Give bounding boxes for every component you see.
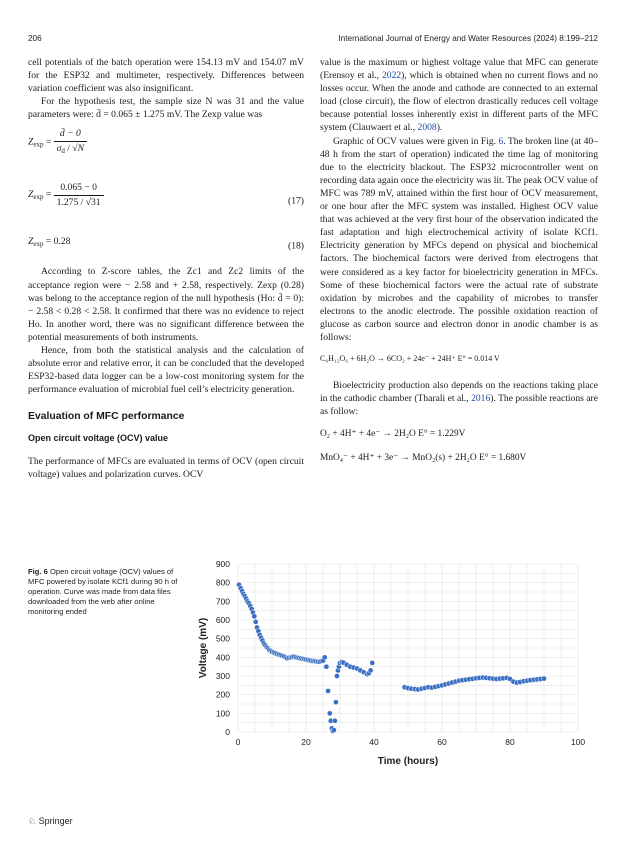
reaction-permanganate-reduction: MnO₄⁻ + 4H⁺ + 3e⁻ → MnO₂(s) + 2H₂O E° = 1.680V [320,452,527,463]
y-tick-label: 100 [215,708,230,719]
data-point [327,711,332,716]
x-axis-label: Time (hours) [377,756,439,767]
x-tick-label: 0 [235,737,241,747]
right-para-3: Bioelectricity production also depends on the reactions taking place in the cathodic chamber (Tharali et al., 2016). The possible reactions are as follow: [320,380,598,418]
data-point [333,700,338,705]
data-point [322,655,327,660]
y-tick-label: 800 [215,577,230,588]
x-tick-label: 100 [570,737,586,747]
right-para-1: value is the maximum or highest voltage value that MFC can generate (Erensoy et al., 2022), which is obtained when no current flows and no losses occur. When the anode and cathode are connected to an external load (close circuit), the flow of electron drastically reduces cell voltage because potential losses inherently exist in different parts of the MFC system (Clauwaert et al., 2008). [320,57,598,134]
equation-18: $Z_{exp} = 0.28$ (18) [28,236,304,252]
data-point [541,676,546,681]
data-point [334,673,339,678]
data-point [324,664,329,669]
figure-label: Fig. 6 [28,567,48,576]
y-tick-label: 900 [215,559,230,569]
journal-running-head: International Journal of Energy and Water Resources (2024) 8:199–212 [338,34,598,43]
publisher-name: Springer [38,816,73,826]
page-number: 206 [28,34,42,43]
right-para-2: Graphic of OCV values were given in Fig. 6. The broken line (at 40–48 h from the start of operation) indicated the time lag of monitoring due to the electricity blackout. The ESP32 microcontroller went on recording data again once the electricity was lit. The peak OCV value of MFC was 789 mV, attained within the first hour of OCV measurement, or one hour after the MFC system was installed. Highest OCV value that was achieved at the very first hour of the observation indicated the fast adaptation and high electrochemical activity of isolate KCf1. Electricity generation by MFCs depend on physical and biochemical factors. The biochemical factors were derived from electrogens that were considered as a key factor for bioelectricity generation in MFCs. Some of these biochemical factors were the actual rate of substrate oxidation by microbes and the capability of microbes to transfer electrons to the anodic electrode. The possible oxidation reaction of glucose as carbon source and electron donor in anodic chamber is as follows: [320,135,598,343]
data-point [253,619,258,624]
citation-link[interactable]: 2016 [471,393,491,405]
x-tick-label: 40 [369,737,379,747]
y-tick-label: 600 [215,615,230,625]
reaction-oxygen-reduction: O₂ + 4H⁺ + 4e⁻ → 2H₂O E° = 1.229V [320,429,466,440]
data-point [252,614,257,619]
right-column [320,56,598,475]
figure-caption [28,567,178,617]
left-para-5: The performance of MFCs are evaluated in terms of OCV (open circuit voltage) values and polarization curves. OCV [28,455,304,480]
data-point [370,660,375,665]
equation-number-18: (18) [288,240,304,252]
x-tick-label: 60 [437,737,447,747]
figure-caption-text: Open circuit voltage (OCV) values of MFC powered by isolate KCf1 during 90 h of operation. Curve was made from data files downloaded from the web after online monitoring ended [28,567,178,616]
left-para-3: According to Z-score tables, the Zc1 and Zc2 limits of the acceptance region were − 2.58 and + 2.58, respectively. Zexp (0.28) was belong to the acceptance region of the null hypothesis (Ho: d̄ = 0): − 2.58 < 0.28 < 2.58. It confirmed that there was no evidence to reject Ho. In another word, there was no significant difference between the potential measurements of both instruments. [28,266,304,343]
equation-z-exp-general: $Z_{exp}$ = $\frac{d̄ - 0}{\sigma_d / √N}$ [28,127,304,171]
data-point [331,728,336,733]
x-tick-label: 80 [505,737,515,747]
y-axis-label: Voltage (mV) [198,617,209,679]
y-tick-label: 400 [215,652,230,663]
reaction-glucose-oxidation: C₆H₁₂O₆ + 6H₂O → 6CO₂ + 24e⁻ + 24H⁺ E° = 0.014 V [320,354,500,364]
data-point [368,668,373,673]
equation-17: $Z_{exp}$ = $\frac{0.065 - 0}{1.275 / √31}$ (17) [28,182,304,208]
left-column [28,56,304,481]
subsection-heading: Open circuit voltage (OCV) value [28,432,169,443]
x-tick-label: 20 [301,737,311,747]
citation-link[interactable]: 2022 [381,70,402,82]
ocv-chart [180,552,600,767]
equation-number-17: (17) [288,195,304,207]
publisher-footer [28,816,73,827]
y-tick-label: 500 [215,633,230,644]
citation-link[interactable]: 2008 [417,122,437,134]
section-heading: Evaluation of MFC performance [28,411,185,423]
springer-logo-icon: ♘ [28,816,37,826]
left-para-1: cell potentials of the batch operation were 154.13 mV and 154.07 mV for the ESP32 and multimeter, respectively. Differences between variation coefficient was also insignificant. [28,57,304,95]
left-para-2: For the hypothesis test, the sample size N was 31 and the value parameters were: d̄ = 0.065 ± 1.275 mV. The Zexp value was [28,96,304,121]
data-point [326,688,331,693]
y-tick-label: 700 [215,596,230,607]
y-tick-label: 0 [225,727,230,737]
left-para-4: Hence, from both the statistical analysis and the calculation of absolute error and relative error, it can be concluded that the developed ESP32-based data logger can be a low-cost monitoring system for the performance evaluation of microbial fuel cell’s electricity generation. [28,345,304,396]
figure-link[interactable]: 6 [498,135,504,147]
y-tick-label: 300 [215,671,230,681]
y-tick-label: 200 [215,689,230,700]
data-point [332,718,337,723]
